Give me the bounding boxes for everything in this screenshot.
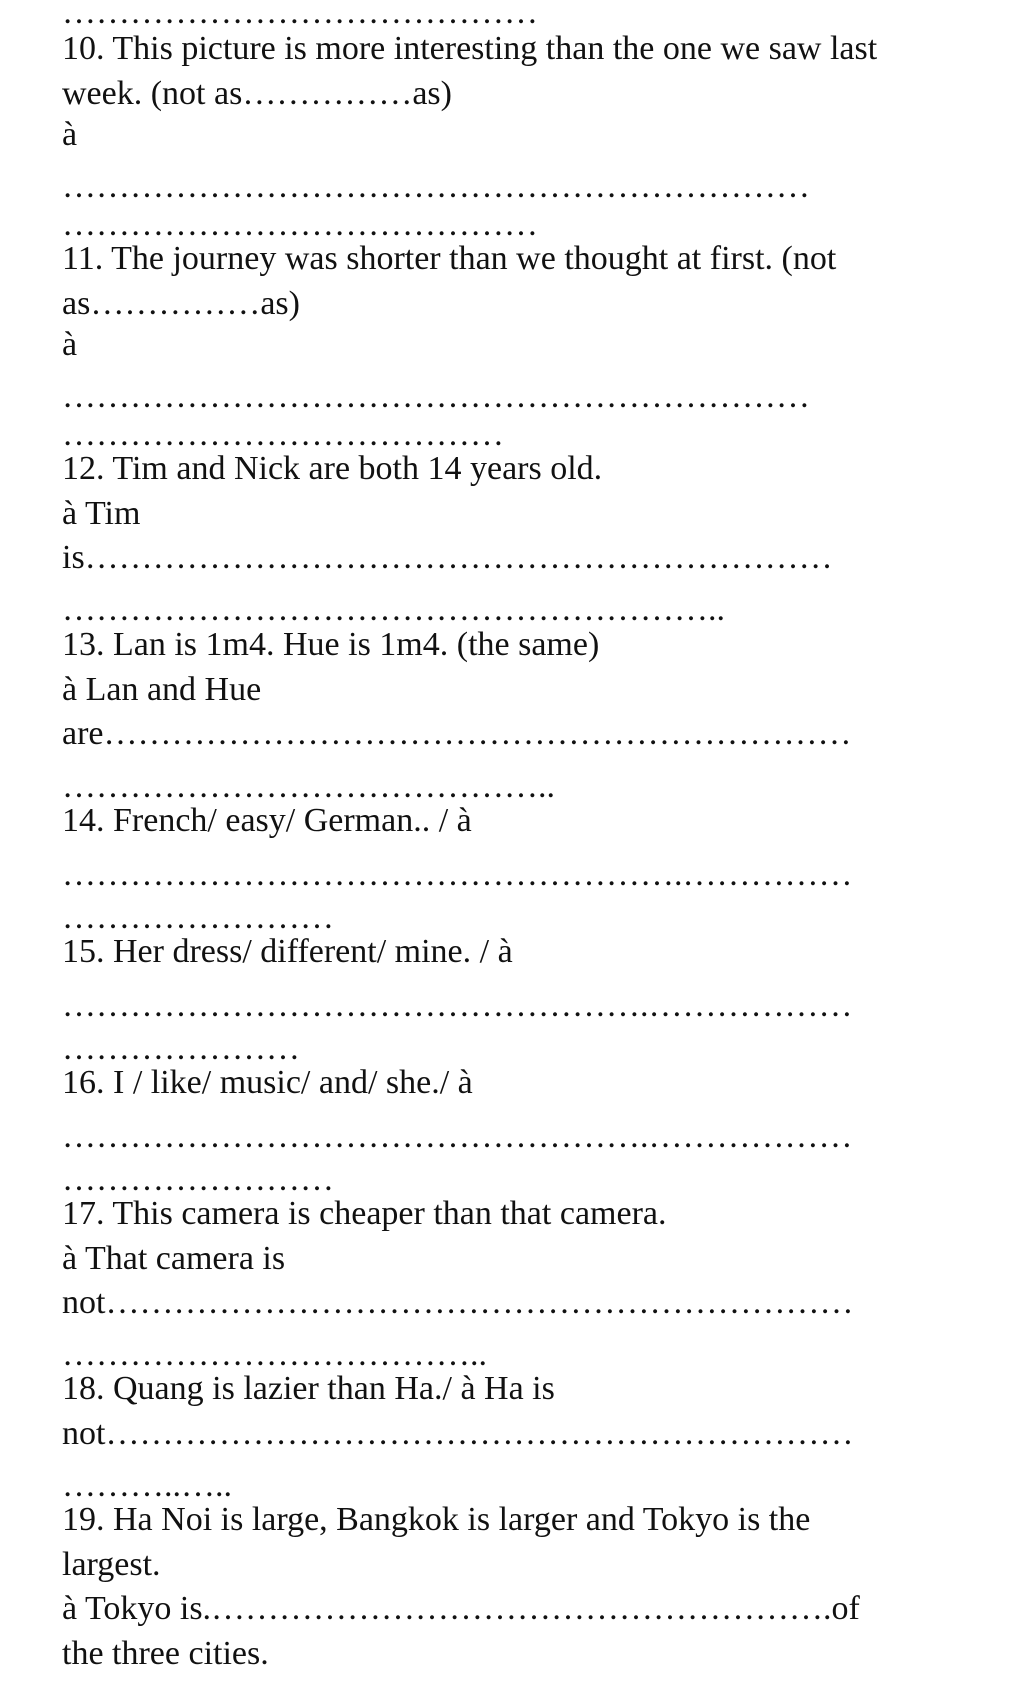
question-15: 15. Her dress/ different/ mine. / à [62,933,513,970]
answer-prompt-19: à Tokyo is.……………………………………………….of [62,1590,860,1627]
answer-line-11a: ………………………………………………………… [62,378,810,415]
answer-line-15a: …………………………………………….……………… [62,987,853,1024]
answer-line-14a: ……………………………………………….…………… [62,856,853,893]
question-12: 12. Tim and Nick are both 14 years old. [62,450,603,487]
answer-line-18b: ………..….. [62,1467,232,1504]
question-18: 18. Quang is lazier than Ha./ à Ha is [62,1370,555,1407]
question-14: 14. French/ easy/ German.. / à [62,802,472,839]
answer-line-11b: ………………………………… [62,416,504,453]
answer-line-12a: is………………………………………………………… [62,539,833,576]
question-13: 13. Lan is 1m4. Hue is 1m4. (the same) [62,626,600,663]
answer-arrow-10: à [62,116,78,153]
answer-line-13b: …………………………………….. [62,768,555,805]
question-11: 11. The journey was shorter than we thought at first. (not [62,240,837,277]
answer-line-17a: not………………………………………………………… [62,1284,854,1321]
answer-line-10a: ………………………………………………………… [62,168,810,205]
question-17: 17. This camera is cheaper than that camera. [62,1195,667,1232]
question-10: 10. This picture is more interesting than the one we saw last [62,30,878,67]
answer-line-17b: ……………………………….. [62,1336,487,1373]
question-10-cont: week. (not as……………as) [62,75,452,112]
answer-line-16b: …………………… [62,1161,334,1198]
question-19: 19. Ha Noi is large, Bangkok is larger and Tokyo is the [62,1501,811,1538]
answer-arrow-11: à [62,326,78,363]
answer-prompt-12: à Tim [62,495,141,532]
answer-line-12b: ………………………………………………….. [62,591,725,628]
answer-line-16a: …………………………………………….……………… [62,1118,853,1155]
question-19-cont: largest. [62,1546,161,1583]
answer-line-18a: not………………………………………………………… [62,1415,854,1452]
answer-line-9b: …………………………………… [62,0,538,31]
answer-line-10b: …………………………………… [62,206,538,243]
question-11-cont: as……………as) [62,285,300,322]
answer-line-13a: are………………………………………………………… [62,715,852,752]
question-19-end: the three cities. [62,1635,269,1672]
answer-prompt-17: à That camera is [62,1240,286,1277]
answer-prompt-13: à Lan and Hue [62,671,262,708]
question-16: 16. I / like/ music/ and/ she./ à [62,1064,473,1101]
answer-line-14b: …………………… [62,899,334,936]
answer-line-15b: ………………… [62,1030,300,1067]
